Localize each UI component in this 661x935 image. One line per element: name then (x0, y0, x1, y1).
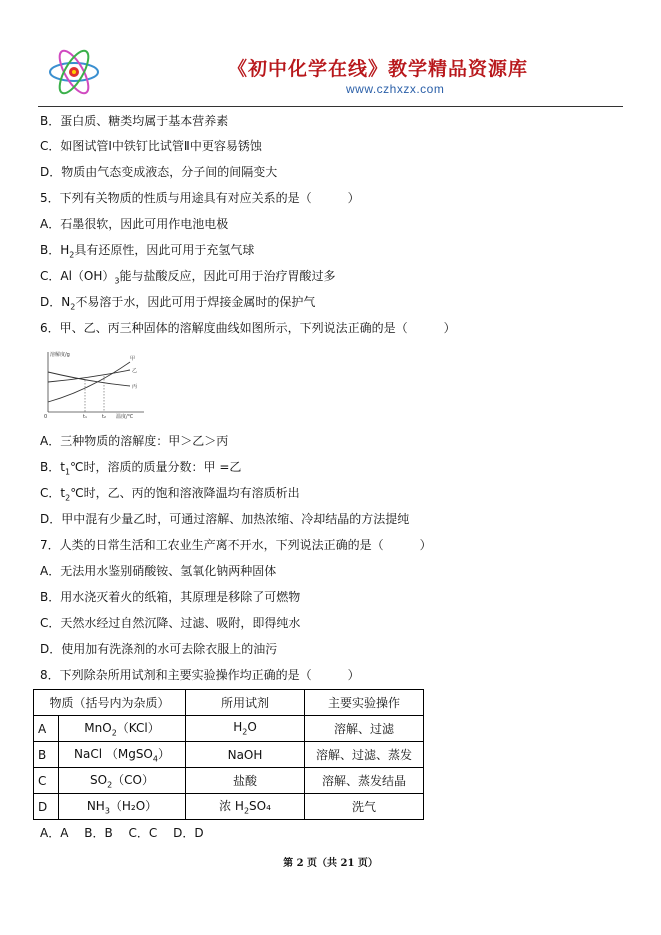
table-header-substance: 物质（括号内为杂质） (34, 690, 186, 716)
q5-option-d: D．$N_2$不易溶于水，因此可用于焊接金属时的保护气 (40, 295, 316, 312)
table-row (34, 768, 424, 794)
table-header-operation: 主要实验操作 (305, 690, 424, 716)
row-reagent: $H_2O$ (186, 716, 305, 742)
row-substance: MnO$_2$（KCl） (59, 716, 186, 742)
page-footer: 第 2 页（共 21 页） (283, 858, 378, 869)
question-8: 8．下列除杂所用试剂和主要实验操作均正确的是（ ） (40, 668, 360, 682)
q4-option-c: C．如图试管Ⅰ中铁钉比试管Ⅱ中更容易锈蚀 (40, 139, 262, 153)
question-6: 6．甲、乙、丙三种固体的溶解度曲线如图所示，下列说法正确的是（ ） (40, 321, 456, 335)
q6-option-c: C．$t_2℃$时，乙、丙的饱和溶液降温均有溶质析出 (40, 486, 300, 503)
q4-option-b: B．蛋白质、糖类均属于基本营养素 (40, 114, 229, 128)
graph-yi: 乙 (132, 368, 138, 374)
table-header-reagent: 所用试剂 (186, 690, 305, 716)
q5-option-a: A．石墨很软，因此可用作电池电极 (40, 217, 229, 231)
q8-answer-options: A．A B．B C．C D．D (40, 826, 204, 840)
graph-xlabel: 温度/℃ (116, 414, 134, 420)
row-operation: 溶解、蒸发结晶 (305, 768, 424, 794)
table-header-row (34, 690, 424, 716)
table-row (34, 716, 424, 742)
row-option: B (34, 742, 59, 768)
q6-option-b: B．$t_1℃$时，溶质的质量分数：甲 =乙 (40, 460, 242, 477)
graph-t1: t₁ (83, 414, 87, 420)
row-operation: 溶解、过滤 (305, 716, 424, 742)
page-header (38, 46, 623, 107)
graph-bing: 丙 (132, 384, 138, 390)
table-row (34, 742, 424, 768)
q6-option-a: A．三种物质的溶解度：甲＞乙＞丙 (40, 434, 229, 448)
table-row (34, 794, 424, 820)
q7-option-d: D．使用加有洗涤剂的水可去除衣服上的油污 (40, 642, 278, 656)
question-7: 7．人类的日常生活和工农业生产离不开水，下列说法正确的是（ ） (40, 538, 432, 552)
impurity-removal-table (33, 689, 424, 820)
row-option: D (34, 794, 59, 820)
header-title: 《初中化学在线》教学精品资源库 (228, 58, 529, 80)
q5-option-b: B．$H_2$具有还原性，因此可用于充氢气球 (40, 243, 255, 260)
q7-option-c: C．天然水经过自然沉降、过滤、吸附，即得纯水 (40, 616, 301, 630)
graph-origin: 0 (44, 414, 48, 420)
q4-option-d: D．物质由气态变成液态，分子间的间隔变大 (40, 165, 278, 179)
q6-option-d: D．甲中混有少量乙时，可通过溶解、加热浓缩、冷却结晶的方法提纯 (40, 512, 410, 526)
solubility-curve-figure (40, 348, 148, 420)
row-option: C (34, 768, 59, 794)
row-option: A (34, 716, 59, 742)
q7-option-b: B．用水浇灭着火的纸箱，其原理是移除了可燃物 (40, 590, 301, 604)
graph-ylabel: 溶解度/g (50, 352, 70, 358)
atom-logo-icon (46, 48, 102, 96)
header-url: www.czhxzx.com (346, 82, 445, 96)
row-reagent: NaOH (186, 742, 305, 768)
graph-t2: t₂ (102, 414, 106, 420)
graph-jia: 甲 (130, 356, 136, 362)
row-substance: NaCl （MgSO$_4$） (59, 742, 186, 768)
q5-option-c: C．$Al(OH)_3$能与盐酸反应，因此可用于治疗胃酸过多 (40, 269, 336, 286)
row-reagent: 盐酸 (186, 768, 305, 794)
row-operation: 洗气 (305, 794, 424, 820)
row-substance: $NH_3(H_2O)$ (59, 794, 186, 820)
row-operation: 溶解、过滤、蒸发 (305, 742, 424, 768)
q7-option-a: A．无法用水鉴别硝酸铵、氢氧化钠两种固体 (40, 564, 277, 578)
question-5: 5．下列有关物质的性质与用途具有对应关系的是（ ） (40, 191, 360, 205)
row-reagent: 浓 $H_2SO_4$ (186, 794, 305, 820)
row-substance: $SO_2(CO)$ (59, 768, 186, 794)
